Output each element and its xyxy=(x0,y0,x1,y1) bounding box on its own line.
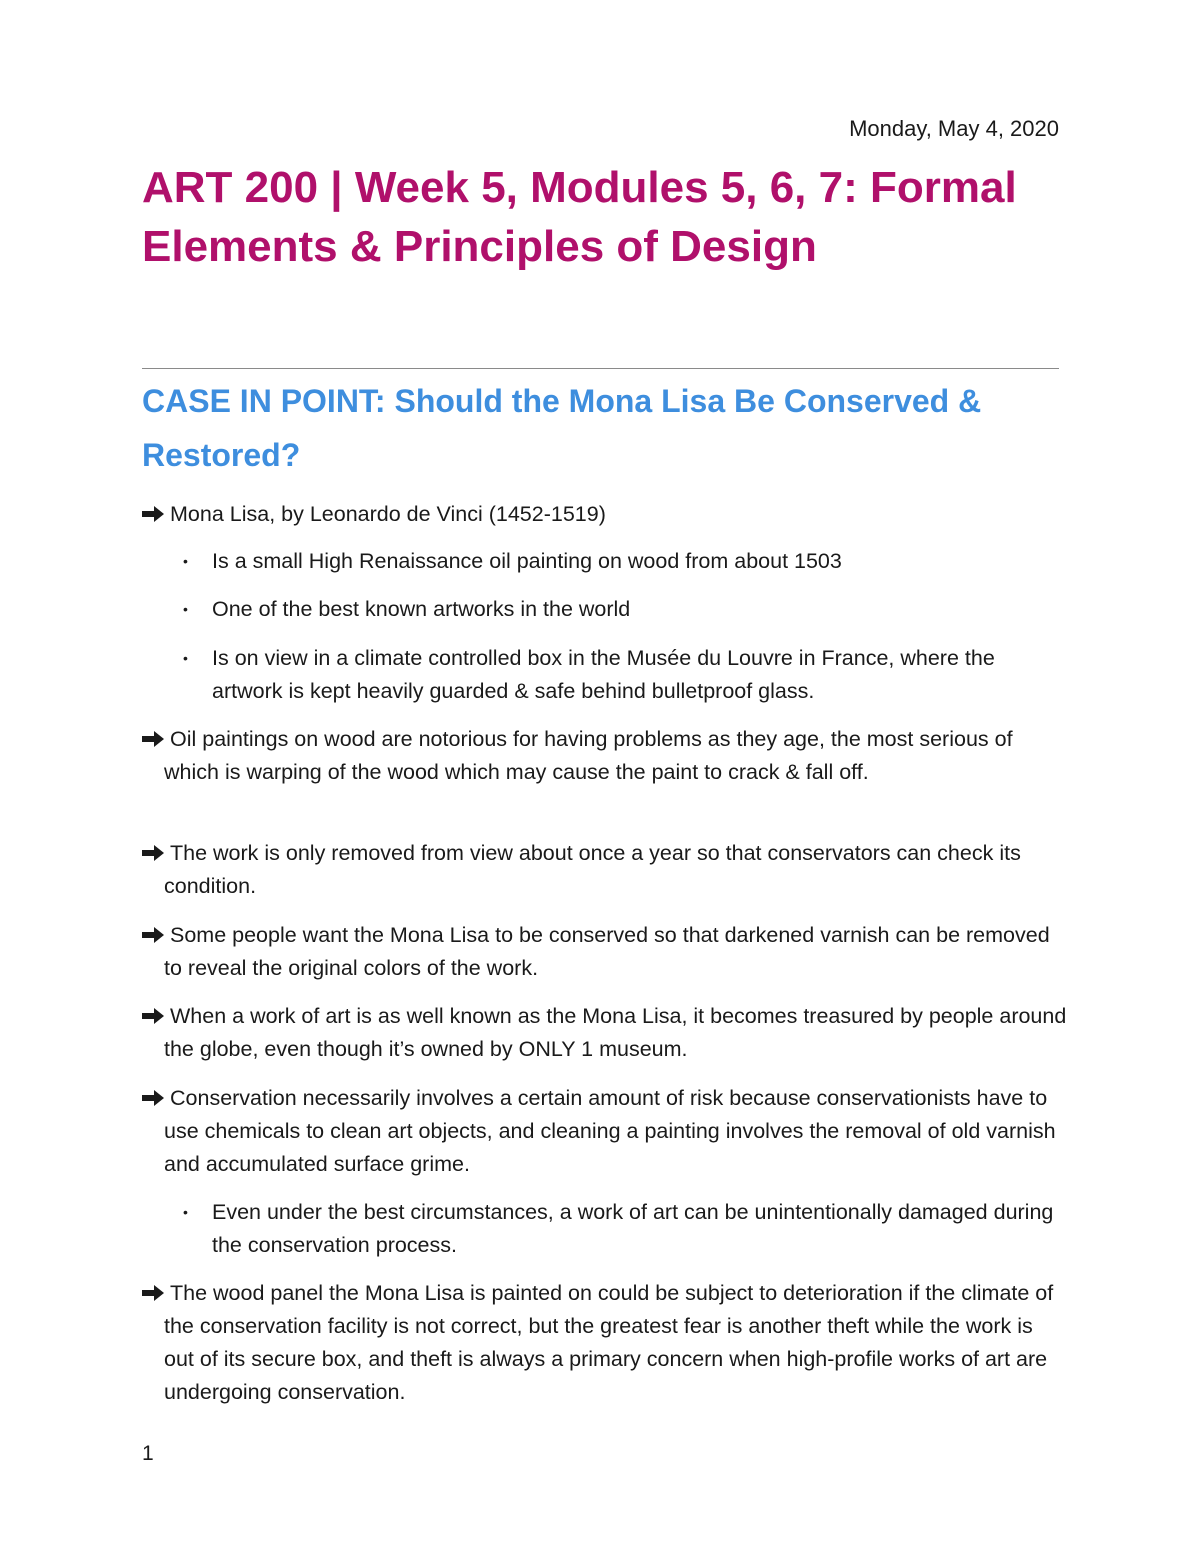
bullet-dot-icon: • xyxy=(183,650,188,666)
list-item xyxy=(183,642,1067,708)
right-arrow-icon xyxy=(142,919,166,952)
list-item-text: Conservation necessarily involves a certain amount of risk because conservationists have to use chemicals to clean art objects, and cleaning a painting involves the removal of old varnish and accumulated surface grime. xyxy=(164,1086,1056,1176)
list-item xyxy=(142,498,1067,531)
list-item xyxy=(142,1082,1067,1181)
bullet-dot-icon: • xyxy=(183,1204,188,1220)
page-number: 1 xyxy=(142,1442,154,1465)
right-arrow-icon xyxy=(142,1082,166,1115)
list-item-text: Is on view in a climate controlled box in the Musée du Louvre in France, where the artwork is kept heavily guarded & safe behind bulletproof glass. xyxy=(212,646,995,703)
list-item xyxy=(183,593,1067,626)
list-item xyxy=(183,1196,1067,1262)
list-item xyxy=(142,1277,1067,1409)
right-arrow-icon xyxy=(142,1277,166,1310)
bullet-dot-icon: • xyxy=(183,601,188,617)
list-item xyxy=(142,723,1067,789)
list-item-text: Is a small High Renaissance oil painting on wood from about 1503 xyxy=(212,549,842,573)
list-item xyxy=(142,837,1067,903)
title-divider xyxy=(142,368,1059,369)
document-title: ART 200 | Week 5, Modules 5, 6, 7: Formal Elements & Principles of Design xyxy=(142,163,1017,271)
list-item-text: Even under the best circumstances, a work of art can be unintentionally damaged during the conservation process. xyxy=(212,1200,1054,1257)
list-item xyxy=(142,1000,1067,1066)
section-heading: CASE IN POINT: Should the Mona Lisa Be Conserved & Restored? xyxy=(142,383,982,473)
list-item xyxy=(142,919,1067,985)
list-item-text: Mona Lisa, by Leonardo de Vinci (1452-1519) xyxy=(170,502,606,526)
right-arrow-icon xyxy=(142,723,166,756)
list-item-text: When a work of art is as well known as the Mona Lisa, it becomes treasured by people around the globe, even though it’s owned by ONLY 1 museum. xyxy=(164,1004,1067,1061)
list-item xyxy=(183,545,1067,578)
list-item-text: One of the best known artworks in the world xyxy=(212,597,631,621)
document-date: Monday, May 4, 2020 xyxy=(849,116,1059,141)
right-arrow-icon xyxy=(142,498,166,531)
bullet-dot-icon: • xyxy=(183,553,188,569)
right-arrow-icon xyxy=(142,837,166,870)
list-item-text: The wood panel the Mona Lisa is painted on could be subject to deterioration if the climate of the conservation facility is not correct, but the greatest fear is another theft while the work is out of its secure box, and theft is always a primary concern when high-profile works of art are undergoing conservation. xyxy=(164,1281,1054,1404)
list-item-text: The work is only removed from view about once a year so that conservators can check its condition. xyxy=(164,841,1021,898)
list-item-text: Oil paintings on wood are notorious for having problems as they age, the most serious of which is warping of the wood which may cause the paint to crack & fall off. xyxy=(164,727,1013,784)
list-item-text: Some people want the Mona Lisa to be conserved so that darkened varnish can be removed to reveal the original colors of the work. xyxy=(164,923,1050,980)
right-arrow-icon xyxy=(142,1000,166,1033)
